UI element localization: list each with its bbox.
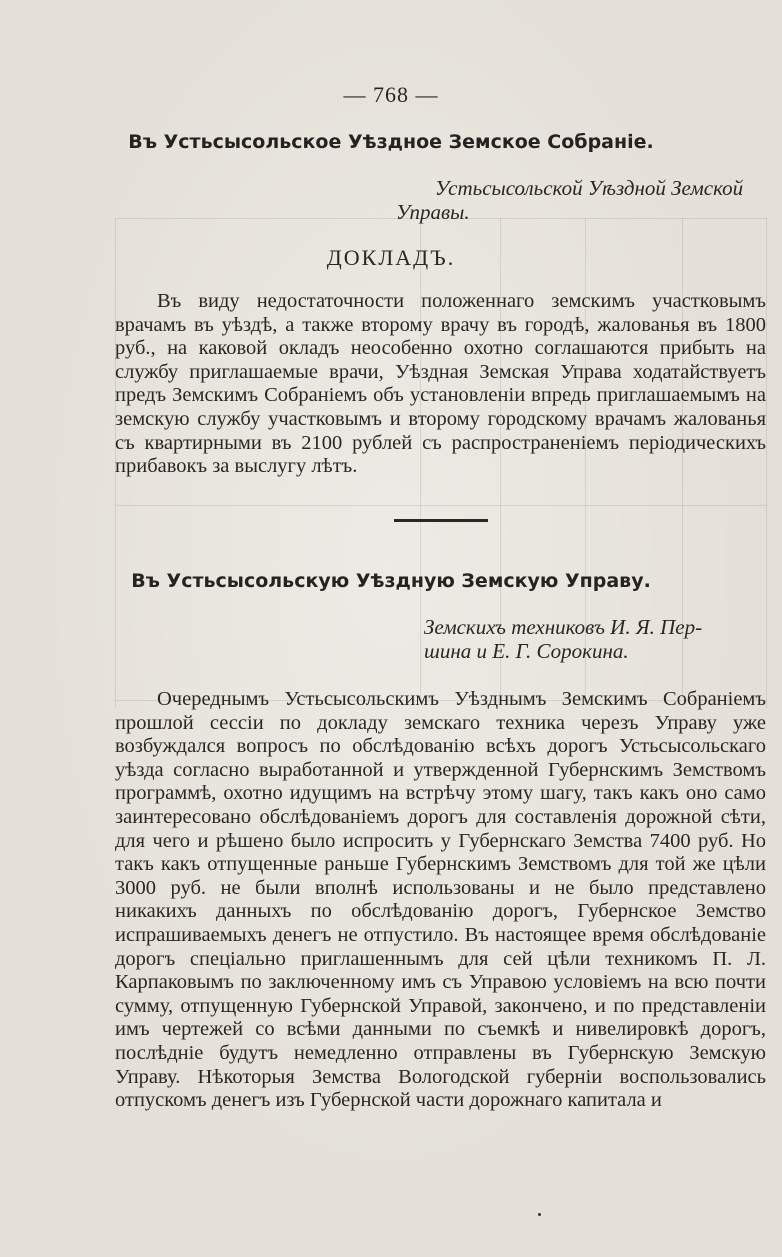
- section1-from-line1: Устьсысольской Уѣздной Земской: [435, 176, 744, 200]
- section2-from-line1: Земскихъ техниковъ И. Я. Пер-: [424, 615, 703, 639]
- ghost-rule-mid: [115, 505, 767, 506]
- section1-heading: Въ Устьсысольское Уѣздное Земское Собраніе.: [128, 131, 654, 153]
- section1-from-line2: Управы.: [396, 200, 470, 224]
- ink-speck: [538, 1213, 541, 1216]
- section-divider: [394, 519, 488, 522]
- section2-from-line2: шина и Е. Г. Сорокина.: [424, 639, 629, 663]
- section1-body: Въ виду недостаточности положеннаго земскимъ участковымъ врачамъ въ уѣздѣ, а также второму врачу въ городѣ, жалованья въ 1800 руб., на каковой окладъ неособенно охотно соглашаются прибыть на службу приглашаемые врачи, Уѣздная Земская Управа ходатайствуетъ предъ Земскимъ Собраніемъ объ установленіи впредь приглашаемымъ на земскую службу участковымъ и второму городскому врачамъ жалованья съ квартирными въ 2100 рублей съ распространеніемъ періодическихъ прибавокъ за выслугу лѣтъ.: [115, 290, 766, 478]
- ghost-rule-right: [766, 218, 767, 708]
- page-number: — 768 —: [343, 82, 439, 107]
- section2-heading: Въ Устьсысольскую Уѣздную Земскую Управу.: [131, 570, 651, 592]
- report-title: ДОКЛАДЪ.: [326, 245, 456, 270]
- section2-body: Очереднымъ Устьсысольскимъ Уѣзднымъ Земскимъ Собраніемъ прошлой сессіи по докладу земскаго техника черезъ Управу уже возбуждался вопросъ по обслѣдованію всѣхъ дорогъ Устьсысольскаго уѣзда согласно выработанной и утвержденной Губернскимъ Земствомъ программѣ, охотно идущимъ на встрѣчу этому шагу, такъ какъ оно само заинтересовано обслѣдованіемъ дорогъ для составленія дорожной сѣти, для чего и рѣшено было испросить у Губернскаго Земства 7400 руб. Но такъ какъ отпущенные раньше Губернскимъ Земствомъ для той же цѣли 3000 руб. не были вполнѣ использованы и не было представлено никакихъ данныхъ по обслѣдованію дорогъ, Губернское Земство испрашиваемыхъ денегъ не отпустило. Въ настоящее время обслѣдованіе дорогъ спеціально приглашеннымъ для сей цѣли техникомъ П. Л. Карпаковымъ по заключенному имъ съ Управою условіемъ на всю почти сумму, отпущенную Губернской Управой, закончено, и по представленіи имъ чертежей со всѣми данными по съемкѣ и нивелировкѣ дорогъ, послѣдніе будутъ немедленно отправлены въ Губернскую Земскую Управу. Нѣкоторыя Земства Вологодской губерніи воспользовались отпускомъ денегъ изъ Губернской части дорожнаго капитала и: [115, 688, 766, 1112]
